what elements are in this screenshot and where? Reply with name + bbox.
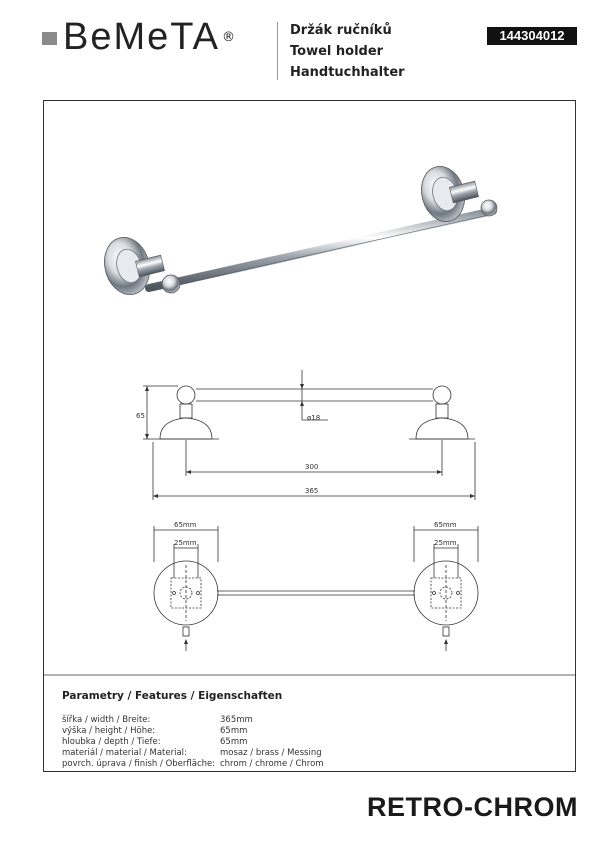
param-row — [62, 715, 562, 726]
param-label: hloubka / depth / Tiefe: — [62, 737, 161, 747]
dim-right-base: 65mm — [434, 521, 457, 529]
param-label: materiál / material / Material: — [62, 748, 187, 758]
logo-text: BeMeTA — [63, 16, 221, 58]
param-label: povrch. úprava / finish / Oberfläche: — [62, 759, 216, 769]
product-code-badge: 144304012 — [487, 27, 577, 45]
param-row — [62, 748, 562, 759]
product-photo — [98, 162, 497, 300]
param-value: 365mm — [220, 715, 253, 725]
product-titles — [290, 20, 405, 83]
technical-drawing — [43, 100, 576, 772]
logo-square-icon — [42, 32, 57, 45]
side-view — [143, 370, 475, 500]
dim-right-holes: 25mm — [434, 539, 457, 547]
param-value: 65mm — [220, 726, 248, 736]
dim-height-65: 65 — [136, 412, 145, 420]
dim-left-base: 65mm — [174, 521, 197, 529]
header-divider — [277, 22, 278, 80]
title-german: Handtuchhalter — [290, 65, 405, 80]
param-label: výška / height / Höhe: — [62, 726, 156, 736]
parameters-section — [62, 690, 562, 770]
parameters-title: Parametry / Features / Eigenschaften — [62, 690, 283, 702]
dim-hole-spacing: 300 — [305, 463, 319, 471]
title-english: Towel holder — [290, 44, 384, 59]
brand-logo — [42, 18, 235, 56]
title-czech: Držák ručníků — [290, 23, 392, 38]
param-value: chrom / chrome / Chrom — [220, 759, 324, 769]
series-name: RETRO-CHROM — [367, 792, 578, 822]
param-row — [62, 737, 562, 748]
dim-total-width: 365 — [305, 487, 319, 495]
dim-rod-diameter: ø18 — [307, 414, 321, 422]
param-label: šířka / width / Breite: — [62, 715, 151, 725]
param-row — [62, 759, 562, 770]
param-row — [62, 726, 562, 737]
dim-left-holes: 25mm — [174, 539, 197, 547]
front-view-arrows — [184, 639, 448, 644]
param-value: 65mm — [220, 737, 248, 747]
param-value: mosaz / brass / Messing — [220, 748, 322, 758]
front-view — [154, 526, 478, 651]
registered-mark: ® — [222, 29, 236, 45]
